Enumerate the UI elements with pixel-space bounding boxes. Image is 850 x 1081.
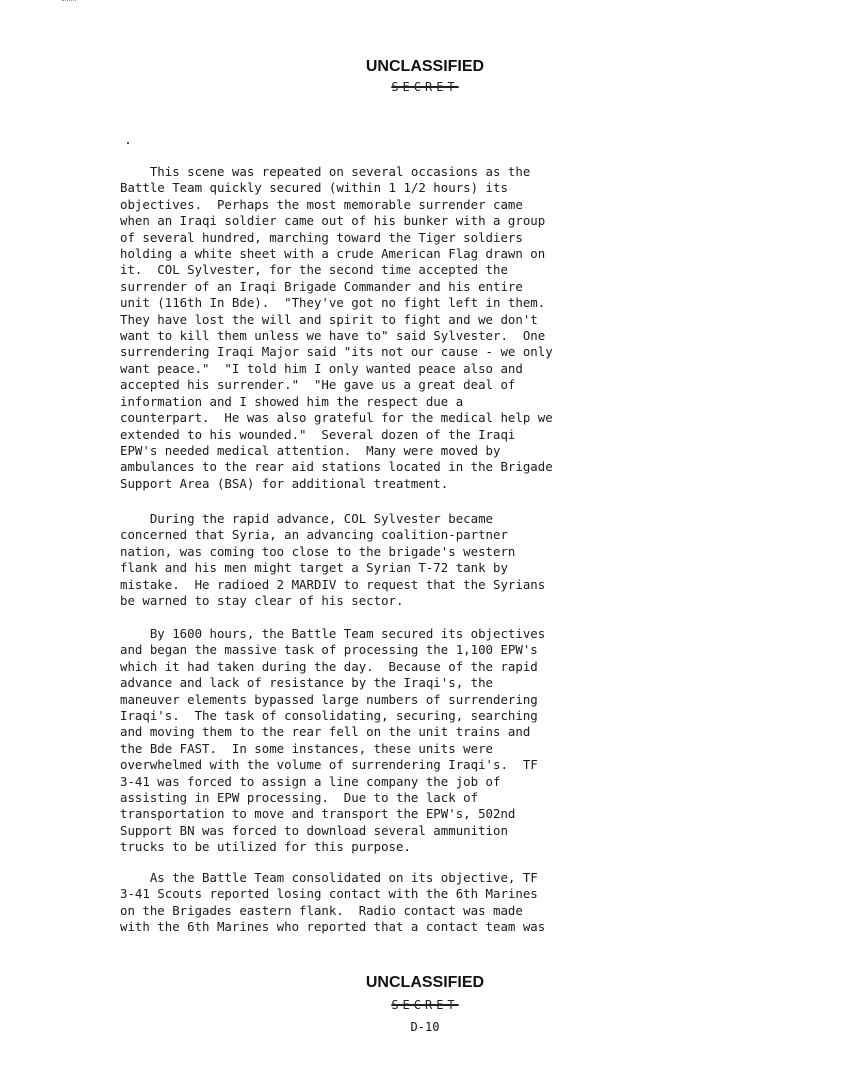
text-line: want to kill them unless we have to" said Sylvester. One (120, 328, 546, 344)
scan-artifact (62, 0, 76, 3)
text-line: 3-41 Scouts reported losing contact with the 6th Marines (120, 886, 538, 902)
text-line: extended to his wounded." Several dozen of the Iraqi (120, 426, 516, 442)
text-line: be warned to stay clear of his sector. (120, 593, 404, 609)
text-line: which it had taken during the day. Because of the rapid (120, 658, 538, 674)
text-line: overwhelmed with the volume of surrendering Iraqi's. TF (120, 757, 538, 773)
text-line: accepted his surrender." "He gave us a great deal of (120, 377, 516, 393)
text-line: nation, was coming too close to the brigade's western (120, 543, 516, 559)
text-line: on the Brigades eastern flank. Radio contact was made (120, 902, 523, 918)
text-line: trucks to be utilized for this purpose. (120, 839, 411, 855)
text-line: By 1600 hours, the Battle Team secured its objectives (120, 626, 546, 641)
text-line: objectives. Perhaps the most memorable surrender came (120, 196, 523, 212)
text-line: flank and his men might target a Syrian T-72 tank by (120, 560, 508, 576)
text-line: the Bde FAST. In some instances, these units were (120, 740, 493, 756)
text-line: During the rapid advance, COL Sylvester became (120, 511, 493, 526)
text-line: They have lost the will and spirit to fight and we don't (120, 311, 538, 327)
text-line: surrender of an Iraqi Brigade Commander and his entire (120, 278, 523, 294)
text-line: information and I showed him the respect due a (120, 393, 464, 409)
text-line: and moving them to the rear fell on the unit trains and (120, 724, 531, 740)
text-line: Support BN was forced to download several ammunition (120, 822, 508, 838)
text-line: when an Iraqi soldier came out of his bunker with a group (120, 213, 546, 229)
bottom-struck-marking: SECRET (391, 998, 459, 1012)
text-line: it. COL Sylvester, for the second time accepted the (120, 262, 508, 278)
text-line: mistake. He radioed 2 MARDIV to request that the Syrians (120, 576, 546, 592)
paragraph-4 (120, 870, 720, 936)
bottom-classification-banner: UNCLASSIFIED (365, 974, 485, 991)
text-line: As the Battle Team consolidated on its objective, TF (120, 870, 538, 885)
text-line: with the 6th Marines who reported that a contact team was (120, 919, 546, 935)
text-line: advance and lack of resistance by the Iraqi's, the (120, 675, 493, 691)
text-line: counterpart. He was also grateful for the medical help we (120, 410, 553, 426)
text-line: EPW's needed medical attention. Many were moved by (120, 442, 501, 458)
text-line: This scene was repeated on several occasions as the (120, 164, 531, 179)
text-line: maneuver elements bypassed large numbers of surrendering (120, 691, 538, 707)
top-struck-marking: SECRET (391, 80, 459, 94)
text-line: unit (116th In Bde). "They've got no fight left in them. (120, 295, 546, 311)
text-line: Battle Team quickly secured (within 1 1/2 hours) its (120, 180, 508, 196)
text-line: Support Area (BSA) for additional treatment. (120, 475, 449, 491)
text-line: want peace." "I told him I only wanted peace also and (120, 360, 523, 376)
text-line: ambulances to the rear aid stations located in the Brigade (120, 459, 553, 475)
text-line: and began the massive task of processing the 1,100 EPW's (120, 642, 538, 658)
text-line: holding a white sheet with a crude American Flag drawn on (120, 246, 546, 262)
text-line: 3-41 was forced to assign a line company the job of (120, 773, 501, 789)
text-line: Iraqi's. The task of consolidating, securing, searching (120, 708, 538, 724)
top-classification-banner: UNCLASSIFIED (365, 58, 485, 75)
paragraph-3 (120, 626, 720, 856)
text-line: surrendering Iraqi Major said "its not our cause - we only (120, 344, 553, 360)
text-line: of several hundred, marching toward the Tiger soldiers (120, 229, 523, 245)
text-line: concerned that Syria, an advancing coalition-partner (120, 527, 508, 543)
page-number: D-10 (410, 1020, 440, 1034)
scan-speck (127, 142, 129, 144)
paragraph-1 (120, 164, 720, 492)
text-line: assisting in EPW processing. Due to the lack of (120, 790, 479, 806)
text-line: transportation to move and transport the EPW's, 502nd (120, 806, 516, 822)
paragraph-2 (120, 511, 720, 609)
